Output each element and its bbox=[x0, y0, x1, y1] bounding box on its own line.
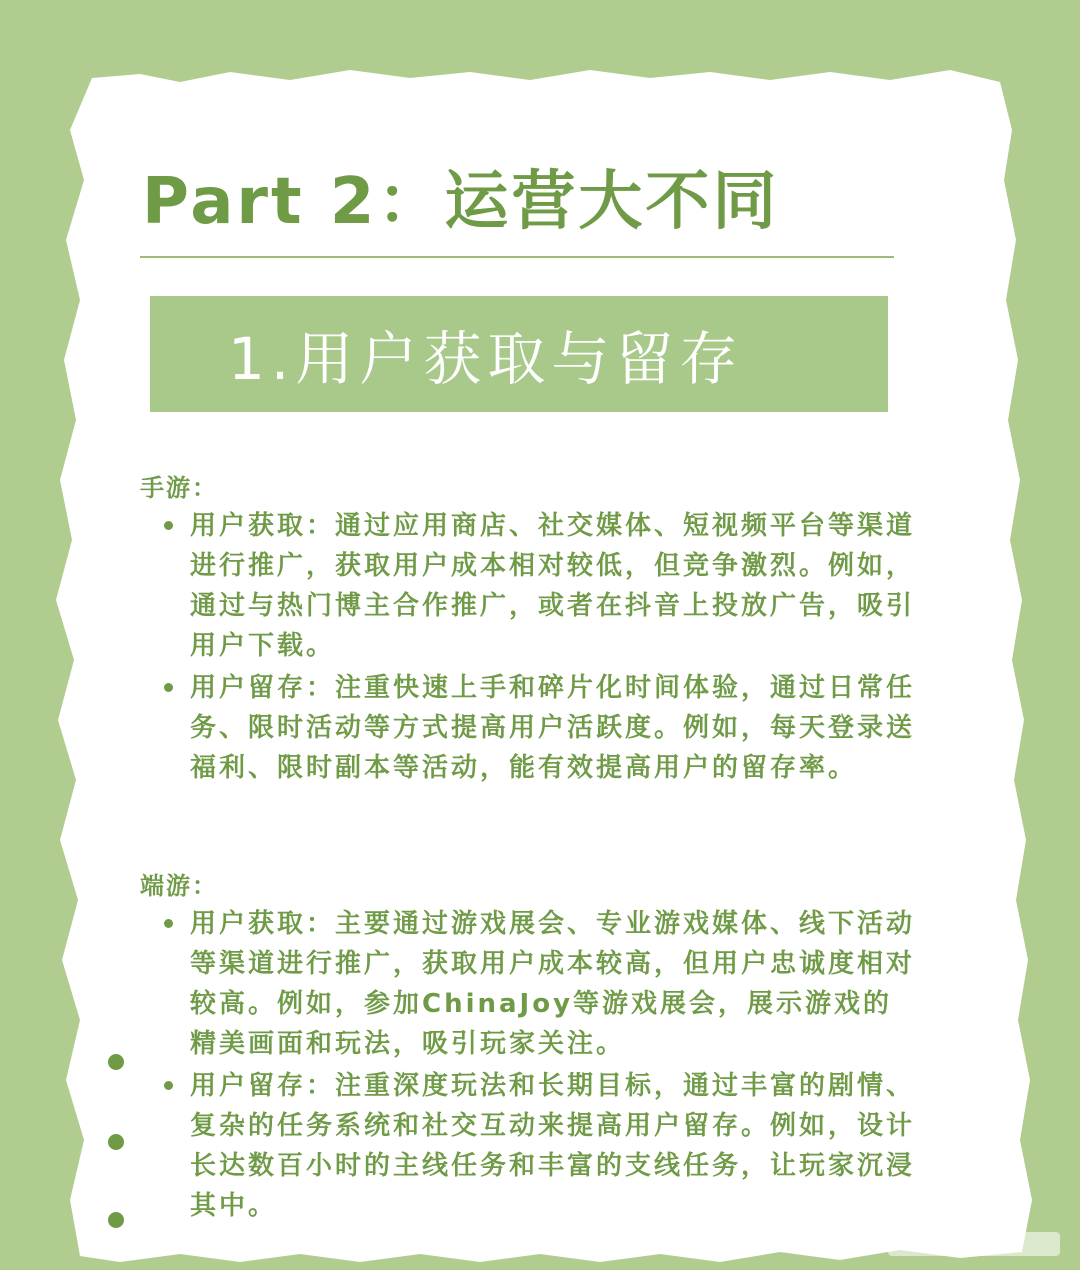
decorative-dot-icon bbox=[108, 1054, 124, 1070]
section-banner: 1.用户获取与留存 bbox=[150, 296, 888, 412]
bullet-dot-icon bbox=[164, 521, 173, 530]
decorative-dot-icon bbox=[108, 1212, 124, 1228]
section-label: 端游： bbox=[140, 872, 218, 900]
page-title: Part 2：运营大不同 bbox=[142, 165, 780, 239]
decorative-dot-icon bbox=[108, 1134, 124, 1150]
section-mobile-games bbox=[140, 468, 920, 788]
bullet-list bbox=[140, 506, 920, 788]
list-item bbox=[140, 506, 920, 666]
list-item-text: 用户留存：注重深度玩法和长期目标，通过丰富的剧情、复杂的任务系统和社交互动来提高用户留存。例如，设计长达数百小时的主线任务和丰富的支线任务，让玩家沉浸其中。 bbox=[190, 1071, 916, 1221]
list-item-text: 用户留存：注重快速上手和碎片化时间体验，通过日常任务、限时活动等方式提高用户活跃度。例如，每天登录送福利、限时副本等活动，能有效提高用户的留存率。 bbox=[190, 673, 916, 783]
list-item bbox=[140, 668, 920, 788]
bullet-list bbox=[140, 904, 920, 1226]
watermark bbox=[888, 1232, 1060, 1256]
title-divider bbox=[140, 256, 894, 258]
list-item bbox=[140, 1066, 920, 1226]
bullet-dot-icon bbox=[164, 919, 173, 928]
list-item-text: 用户获取：通过应用商店、社交媒体、短视频平台等渠道进行推广，获取用户成本相对较低，但竞争激烈。例如，通过与热门博主合作推广，或者在抖音上投放广告，吸引用户下载。 bbox=[190, 511, 916, 661]
list-item bbox=[140, 904, 920, 1064]
section-pc-games bbox=[140, 866, 920, 1226]
bullet-dot-icon bbox=[164, 1081, 173, 1090]
section-label: 手游： bbox=[140, 474, 218, 502]
bullet-dot-icon bbox=[164, 683, 173, 692]
list-item-text: 用户获取：主要通过游戏展会、专业游戏媒体、线下活动等渠道进行推广，获取用户成本较高，但用户忠诚度相对较高。例如，参加ChinaJoy等游戏展会，展示游戏的精美画面和玩法，吸引玩家关注。 bbox=[190, 909, 916, 1059]
